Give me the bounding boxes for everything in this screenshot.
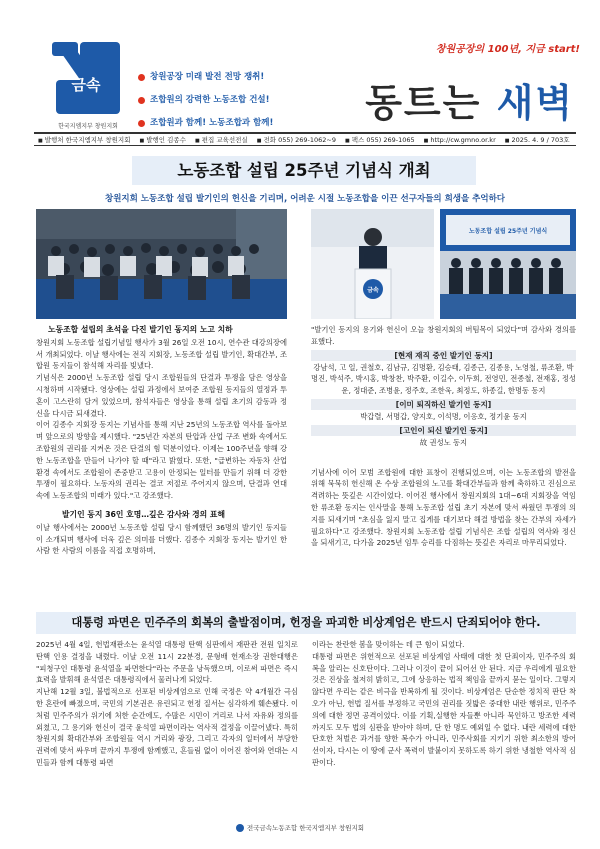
title-part-1: 동트는: [365, 81, 497, 125]
podium-logo-text: 금속: [367, 287, 379, 294]
info-url: ■ http://cw.gmno.or.kr: [424, 136, 496, 144]
info-editor: ■ 편집 교육선전실: [195, 135, 248, 144]
founders-current-list: 강남석, 고 일, 권철호, 김남규, 김명환, 김승태, 김종근, 김종용, 노영철, 류조환, 박명진, 박석주, 박시홍, 박창찬, 박주환, 이길수, 이두희, 전영민, 전종철, 전재홍, 정성운, 정대준, 조병윤, 정주호, 조한욱, 최정도, 하종길, 한명동 동지: [311, 362, 576, 396]
info-fax: ■ 팩스 055) 269-1065: [345, 135, 415, 144]
info-publisher: ■ 발행처 한국지엠지부 창원지회: [38, 135, 131, 144]
info-phone: ■ 전화 055) 269-1062~9: [257, 135, 336, 144]
slogan-item: 조합원의 강력한 노동조합 건설!: [138, 89, 273, 112]
article1-subhead: 창원지회 노동조합 설립 발기인의 헌신을 기리며, 어려운 시절 노동조합을 이끈 선구자들의 희생을 추억하다: [104, 194, 506, 204]
article1-section1-title: 노동조합 설립의 초석을 다진 발기인 동지의 노고 치하: [48, 325, 233, 334]
footer-logo-icon: [236, 824, 244, 832]
article2-headline: 대통령 파면은 민주주의 회복의 출발점이며, 헌정을 파괴한 비상계엄은 반드시 단죄되어야 한다.: [36, 612, 576, 634]
info-issue: ■ 2025. 4. 9 / 703호: [505, 135, 570, 144]
founders-retired-list: 박갑렬, 서명갑, 양지호, 이석명, 이응호, 정기윤 동지: [360, 411, 527, 421]
publication-info-bar: [34, 132, 576, 146]
article1-paragraph: 이날 행사에서는 2000년 노동조합 설립 당시 함께했던 36명의 발기인 동지들이 소개되며 행사에 더욱 깊은 의미를 더했다. 김종수 지회장 동지는 발기인 한 사람 한 사람의 이름을 직접 호명하며,: [36, 522, 287, 556]
logo-text: 금속: [71, 76, 101, 94]
article1-paragraph: 이어 김종수 지회장 동지는 기념사를 통해 지난 25년의 노동조합 역사를 돌아보며 앞으로의 방향을 제시했다. "25년간 자본의 탄압과 산업 구조 변화 속에서도 조합원의 권리를 지켜온 것은 단결의 힘 덕분이었다. 이제는 100주년을 향해 강한 노동조합을 만들어 나가야 할 때"라고 밝혔다. 또한, "급변하는 자동차 산업 환경 속에서도 조합원이 존중받고 고용이 안정되는 일터를 만들기 위해 더 강한 투쟁이 필요하다. 노동자의 권리는 결코 저절로 주어지지 않으며, 단결과 연대 속에 노동조합의 미래가 있다."고 강조했다.: [36, 420, 287, 501]
footer-text: 전국금속노동조합 한국지엠지부 창원지회: [246, 824, 365, 832]
founders-deceased-heading: [고인이 되신 발기인 동지]: [311, 425, 576, 436]
tagline: 창원공장의 100년, 지금 start!: [435, 44, 580, 55]
slogan-item: 창원공장 미래 발전 전망 쟁취!: [138, 66, 273, 89]
article1-column-1: [36, 324, 287, 557]
award-group-photo: [440, 209, 576, 319]
union-name: 한국지엠지부 창원지회: [58, 123, 118, 130]
article1-section2-title: 발기인 동지 36인 호명…깊은 감사와 경의 표해: [62, 509, 225, 519]
article2-column-2: [312, 639, 576, 769]
founders-retired-heading: [이미 퇴직하신 발기인 동지]: [311, 399, 576, 410]
article1-paragraph: "발기인 동지의 용기와 헌신이 오늘 창원지회의 버팀목이 되었다"며 감사와 경의를 표했다.: [311, 325, 576, 346]
article1-headline: 노동조합 설립 25주년 기념식 개최: [132, 156, 476, 185]
article1-paragraph: 창원지회 노동조합 설립기념일 행사가 3월 26일 오전 10시, 연수관 대강의장에서 개최되었다. 이날 행사에는 전직 지회장, 노동조합 설립 발기인, 확대간부, 조합원 동지들이 참석해 자리를 빛냈다.: [36, 337, 287, 371]
article1-paragraph: 기념식은 2000년 노동조합 설립 당시 조합원들의 단결과 투쟁을 담은 영상을 시청하며 시작됐다. 영상에는 설립 과정에서 보여준 조합원 동지들의 열정과 투혼이 고스란히 담겨 있었으며, 참석자들은 영상을 통해 설립 초기의 감동과 정신을 다시금 되새겼다.: [36, 373, 287, 418]
info-issuer: ■ 발행인 김종수: [140, 135, 186, 144]
speaker-at-podium-photo: [311, 209, 434, 319]
article2-column-1: [36, 639, 298, 769]
banner-text: 노동조합 설립 25주년 기념식: [468, 228, 548, 235]
article2-paragraph: 이라는 찬란한 봄을 맞이하는 데 큰 힘이 되었다.: [312, 640, 465, 649]
founders-current-heading: [현재 재직 중인 발기인 동지]: [311, 350, 576, 361]
article1-column-2: [311, 324, 576, 549]
title-part-2: 새벽: [496, 81, 574, 125]
article2-paragraph: 지난해 12월 3일, 불법적으로 선포된 비상계엄으로 인해 국정은 약 4개월간 극심한 혼란에 빠졌으며, 국민의 기본권은 유린되고 헌정 질서는 심각하게 훼손됐다. 이처럼 민주주의가 위기에 처한 순간에도, 수많은 시민이 거리로 나서 자유와 정의를 외쳤고, 그 용기와 헌신이 결국 윤석열 파면이라는 역사적 결정을 이끌어냈다. 특히 창원지회 확대간부와 조합원들 역시 거리와 광장, 그리고 각자의 일터에서 부당한 권력에 맞서 싸우며 끝까지 투쟁에 함께했고, 흔들림 없이 이어진 참여와 연대는 시민들과 함께 대통령 파면: [36, 687, 298, 767]
article1-paragraph: 기념사에 이어 모범 조합원에 대한 표창이 진행되었으며, 이는 노동조합의 발전을 위해 묵묵히 헌신해 온 수상 조합원의 노고를 확대간부들과 함께 축하하고 진심으로 격려하는 뜻깊은 시간이었다. 이어진 행사에서 창원지회의 1대~6대 지회장을 역임한 류조환 동지는 인사말을 통해 노동조합 설립 초기 자본에 맞서 싸웠던 투쟁의 의지를 되새기며 "초심을 잃지 말고 집게를 대기보다 해결 방법을 찾는 간부의 자세가 필요하다"고 강조했다. 창원지회 노동조합 설립 기념식은 조합 설립의 역사와 정신을 되새기고, 다가올 2025년 임투 승리를 다짐하는 뜻깊은 자리로 마무리되었다.: [311, 467, 576, 548]
newsletter-title: [365, 72, 574, 127]
slogan-list: [138, 66, 273, 135]
footer: [0, 823, 600, 832]
article2-paragraph: 2025년 4월 4일, 헌법재판소는 윤석열 대통령 탄핵 심판에서 재판관 전원 일치로 탄핵 인용 결정을 내렸다. 이날 오전 11시 22분경, 문형배 헌재소장 권한대행은 "피청구인 대통령 윤석열을 파면한다"라는 주문을 낭독했으며, 이로써 파면은 즉시 효력을 발휘해 윤석열은 대통령직에서 물러나게 되었다.: [36, 640, 298, 685]
slogan-item: 조합원과 함께! 노동조합과 함께!: [138, 112, 273, 135]
founders-deceased-list: 故 권성노 동지: [419, 437, 468, 447]
ceremony-audience-photo: [36, 209, 287, 319]
union-logo: [50, 40, 122, 116]
article2-paragraph: 대통령 파면은 위헌적으로 선포된 비상계엄 사태에 대한 첫 단죄이자, 민주주의 회복을 알리는 신호탄이다. 그러나 이것이 끝이 되어선 안 된다. 지금 우리에게 필요한 것은 진상을 철저히 밝히고, 그에 상응하는 법적 책임을 끝까지 묻는 일이다. 그렇지 않다면 우리는 같은 비극을 반복하게 될 것이다. 비상계엄은 단순한 정치적 판단 착오가 아닌, 헌법 질서를 부정하고 국민의 권리를 짓밟은 중대한 내란 행위로, 민주주의에 대한 정면 공격이었다. 이를 기획,실행한 자들뿐 아니라 묵인하고 방조한 세력까지도 모두 법의 심판을 받아야 하며, 단 한 명도 예외일 수 없다. 내란 세력에 대한 단호한 처벌은 과거를 향한 복수가 아니라, 민주사회를 지키기 위한 최소한의 방어선이자, 다시는 이 땅에 군사 폭력이 발붙이지 못하도록 하기 위한 냉철한 역사적 심판이다.: [312, 651, 576, 767]
